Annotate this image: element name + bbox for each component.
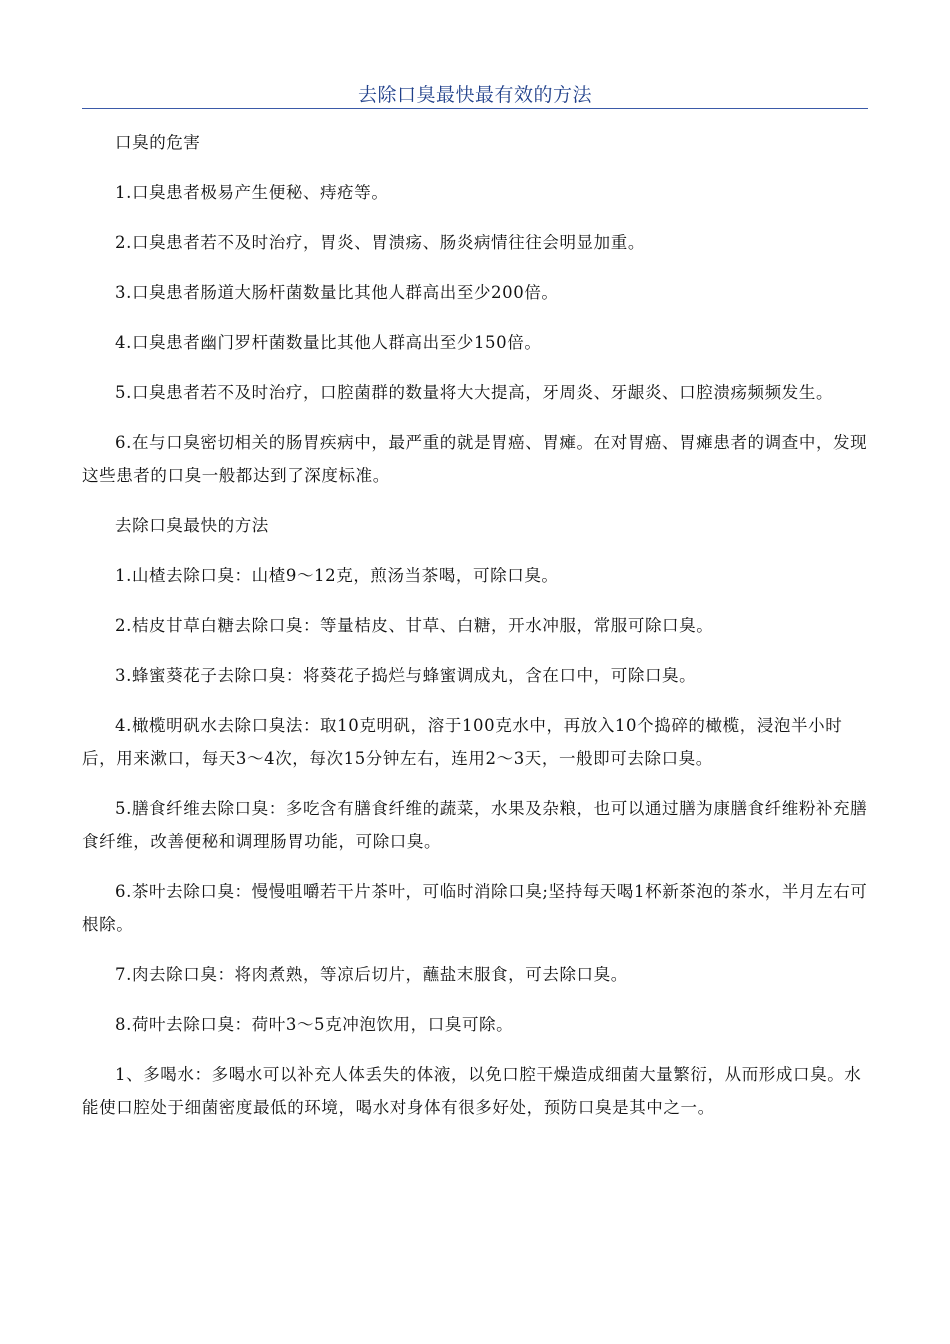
paragraph: 2.口臭患者若不及时治疗，胃炎、胃溃疡、肠炎病情往往会明显加重。 <box>115 233 645 252</box>
paragraph: 3.口臭患者肠道大肠杆菌数量比其他人群高出至少200倍。 <box>115 283 559 302</box>
paragraph: 3.蜂蜜葵花子去除口臭：将葵花子捣烂与蜂蜜调成丸，含在口中，可除口臭。 <box>115 666 697 685</box>
title-underline <box>82 108 868 109</box>
paragraph: 5.口臭患者若不及时治疗，口腔菌群的数量将大大提高，牙周炎、牙龈炎、口腔溃疡频频发生。 <box>115 383 834 402</box>
paragraph: 2.桔皮甘草白糖去除口臭：等量桔皮、甘草、白糖，开水冲服，常服可除口臭。 <box>115 616 714 635</box>
paragraph: 8.荷叶去除口臭：荷叶3～5克冲泡饮用，口臭可除。 <box>115 1015 514 1034</box>
paragraph: 1、多喝水：多喝水可以补充人体丢失的体液，以免口腔干燥造成细菌大量繁衍，从而形成口臭。水能使口腔处于细菌密度最低的环境，喝水对身体有很多好处，预防口臭是其中之一。 <box>82 1065 862 1117</box>
document-body <box>82 126 870 1141</box>
paragraph: 1.口臭患者极易产生便秘、痔疮等。 <box>115 183 389 202</box>
paragraph: 7.肉去除口臭：将肉煮熟，等凉后切片，蘸盐末服食，可去除口臭。 <box>115 965 628 984</box>
paragraph: 4.口臭患者幽门罗杆菌数量比其他人群高出至少150倍。 <box>115 333 542 352</box>
document-title: 去除口臭最快最有效的方法 <box>357 84 592 106</box>
paragraph: 6.在与口臭密切相关的肠胃疾病中，最严重的就是胃癌、胃瘫。在对胃癌、胃瘫患者的调查中，发现这些患者的口臭一般都达到了深度标准。 <box>82 433 868 485</box>
section-heading-methods: 去除口臭最快的方法 <box>115 516 269 535</box>
paragraph: 4.橄榄明矾水去除口臭法：取10克明矾，溶于100克水中，再放入10个捣碎的橄榄，浸泡半小时后，用来漱口，每天3～4次，每次15分钟左右，连用2～3天，一般即可去除口臭。 <box>82 716 843 768</box>
paragraph: 5.膳食纤维去除口臭：多吃含有膳食纤维的蔬菜，水果及杂粮，也可以通过膳为康膳食纤维粉补充膳食纤维，改善便秘和调理肠胃功能，可除口臭。 <box>82 799 868 851</box>
paragraph: 1.山楂去除口臭：山楂9～12克，煎汤当茶喝，可除口臭。 <box>115 566 559 585</box>
paragraph: 6.茶叶去除口臭：慢慢咀嚼若干片茶叶，可临时消除口臭;坚持每天喝1杯新茶泡的茶水，半月左右可根除。 <box>82 882 868 934</box>
section-heading-harms: 口臭的危害 <box>115 133 201 152</box>
